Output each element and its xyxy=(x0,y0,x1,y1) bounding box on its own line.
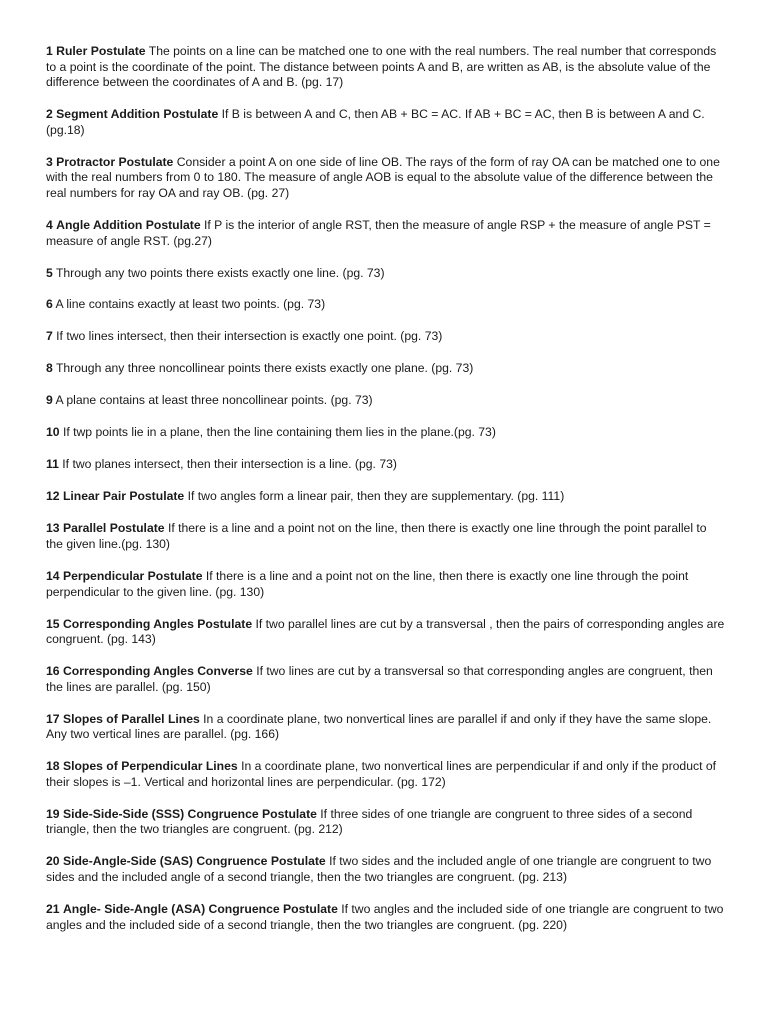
postulate-title: Corresponding Angles Converse xyxy=(62,664,253,679)
postulate-text: In a coordinate plane, two nonvertical lines are perpendicular if and only if the product of their slopes is –1. Vertical and horizontal lines are perpendicular. (pg. 172) xyxy=(46,759,717,789)
postulate-number: 12 xyxy=(46,489,60,504)
postulate-text: If two angles form a linear pair, then they are supplementary. (pg. 111) xyxy=(187,489,565,504)
postulate-title: Perpendicular Postulate xyxy=(62,568,203,583)
postulate-item xyxy=(46,297,726,313)
postulate-title: Slopes of Perpendicular Lines xyxy=(62,759,238,774)
postulate-item xyxy=(46,807,726,838)
postulate-text: A line contains exactly at least two points. (pg. 73) xyxy=(55,297,326,312)
postulate-text: If two angles and the included side of one triangle are congruent to two angles and the included side of a second triangle, then the two triangles are congruent. (pg. 220) xyxy=(46,902,724,932)
postulate-title: Angle- Side-Angle (ASA) Congruence Postulate xyxy=(62,902,338,916)
postulate-text: If two planes intersect, then their intersection is a line. (pg. 73) xyxy=(62,457,397,472)
postulate-item xyxy=(46,107,726,138)
postulate-text: In a coordinate plane, two nonvertical lines are parallel if and only if they have the same slope. Any two vertical lines are parallel. (pg. 166) xyxy=(46,711,712,742)
postulate-item xyxy=(46,902,726,933)
postulate-number: 20 xyxy=(46,854,60,869)
postulate-text: A plane contains at least three noncollinear points. (pg. 73) xyxy=(55,393,373,408)
postulate-number: 11 xyxy=(46,457,59,472)
postulate-text: If two parallel lines are cut by a transversal , then the pairs of corresponding angles are congruent. (pg. 143) xyxy=(46,616,725,647)
postulate-text: If three sides of one triangle are congruent to three sides of a second triangle, then the two triangles are congruent. (pg. 212) xyxy=(46,806,693,837)
postulate-item xyxy=(46,329,726,345)
postulate-item xyxy=(46,457,726,473)
postulate-number: 3 xyxy=(46,154,53,169)
postulate-title: Angle Addition Postulate xyxy=(56,217,201,232)
postulate-number: 6 xyxy=(46,297,53,312)
postulate-title: Linear Pair Postulate xyxy=(62,489,185,504)
postulate-number: 1 xyxy=(46,44,53,58)
postulate-number: 21 xyxy=(46,902,60,916)
postulate-number: 9 xyxy=(46,393,53,408)
postulate-number: 5 xyxy=(46,265,53,280)
postulate-text: Consider a point A on one side of line OB. The rays of the form of ray OA can be matched one to one with the real numbers from 0 to 180. The measure of angle AOB is equal to the absolute value of the difference between the real numbers for ray OA and ray OB. (pg. 27) xyxy=(46,154,720,200)
postulate-item xyxy=(46,569,726,600)
postulate-item xyxy=(46,617,726,648)
postulate-title: Protractor Postulate xyxy=(56,154,174,169)
postulate-item xyxy=(46,521,726,552)
postulate-title: Side-Angle-Side (SAS) Congruence Postulate xyxy=(62,854,326,869)
postulate-number: 2 xyxy=(46,107,53,122)
postulate-item xyxy=(46,759,726,790)
postulate-text: Through any two points there exists exactly one line. (pg. 73) xyxy=(55,265,385,280)
postulate-item xyxy=(46,712,726,743)
postulate-text: If two lines intersect, then their intersection is exactly one point. (pg. 73) xyxy=(56,329,443,344)
postulate-number: 8 xyxy=(46,361,53,376)
postulate-number: 17 xyxy=(46,711,60,726)
postulate-text: If two lines are cut by a transversal so that corresponding angles are congruent, then the lines are parallel. (pg. 150) xyxy=(46,664,713,694)
postulate-text: If B is between A and C, then AB + BC = AC. If AB + BC = AC, then B is between A and C. (pg.18) xyxy=(46,107,705,137)
postulate-text: If there is a line and a point not on the line, then there is exactly one line through the point perpendicular to the given line. (pg. 130) xyxy=(46,568,689,599)
postulate-text: If two sides and the included angle of one triangle are congruent to two sides and the included angle of a second triangle, then the two triangles are congruent. (pg. 213) xyxy=(46,854,712,885)
postulate-item xyxy=(46,425,726,441)
postulate-number: 19 xyxy=(46,806,60,821)
postulate-title: Segment Addition Postulate xyxy=(56,107,219,122)
postulate-number: 4 xyxy=(46,217,53,232)
postulate-text: If P is the interior of angle RST, then the measure of angle RSP + the measure of angle PST = measure of angle RST. (pg.27) xyxy=(46,217,711,248)
postulate-title: Slopes of Parallel Lines xyxy=(62,711,200,726)
postulate-item xyxy=(46,266,726,282)
postulate-text: Through any three noncollinear points there exists exactly one plane. (pg. 73) xyxy=(55,361,474,376)
postulate-list xyxy=(46,44,726,950)
postulate-number: 14 xyxy=(46,568,60,583)
postulate-item xyxy=(46,393,726,409)
postulate-number: 7 xyxy=(46,329,53,344)
postulate-item xyxy=(46,44,726,91)
postulate-text: If there is a line and a point not on the line, then there is exactly one line through the point parallel to the given line.(pg. 130) xyxy=(46,521,707,551)
postulate-number: 15 xyxy=(46,616,60,631)
postulate-number: 13 xyxy=(46,521,60,536)
postulate-item xyxy=(46,489,726,505)
postulate-title: Parallel Postulate xyxy=(62,521,165,536)
postulate-number: 10 xyxy=(46,425,60,440)
postulate-title: Corresponding Angles Postulate xyxy=(62,616,253,631)
postulate-item xyxy=(46,664,726,695)
postulate-item xyxy=(46,155,726,202)
postulate-title: Ruler Postulate xyxy=(56,44,146,58)
postulate-number: 18 xyxy=(46,759,60,774)
postulate-text: The points on a line can be matched one to one with the real numbers. The real number that corresponds to a point is the coordinate of the point. The distance between points A and B, are written as AB, is the absolute value of the difference between the coordinates of A and B. (pg. 17) xyxy=(46,44,717,90)
postulate-title: Side-Side-Side (SSS) Congruence Postulate xyxy=(62,806,317,821)
postulate-number: 16 xyxy=(46,664,60,679)
postulate-item xyxy=(46,854,726,885)
postulate-item xyxy=(46,218,726,249)
postulate-item xyxy=(46,361,726,377)
postulate-text: If twp points lie in a plane, then the line containing them lies in the plane.(pg. 73) xyxy=(62,425,496,440)
